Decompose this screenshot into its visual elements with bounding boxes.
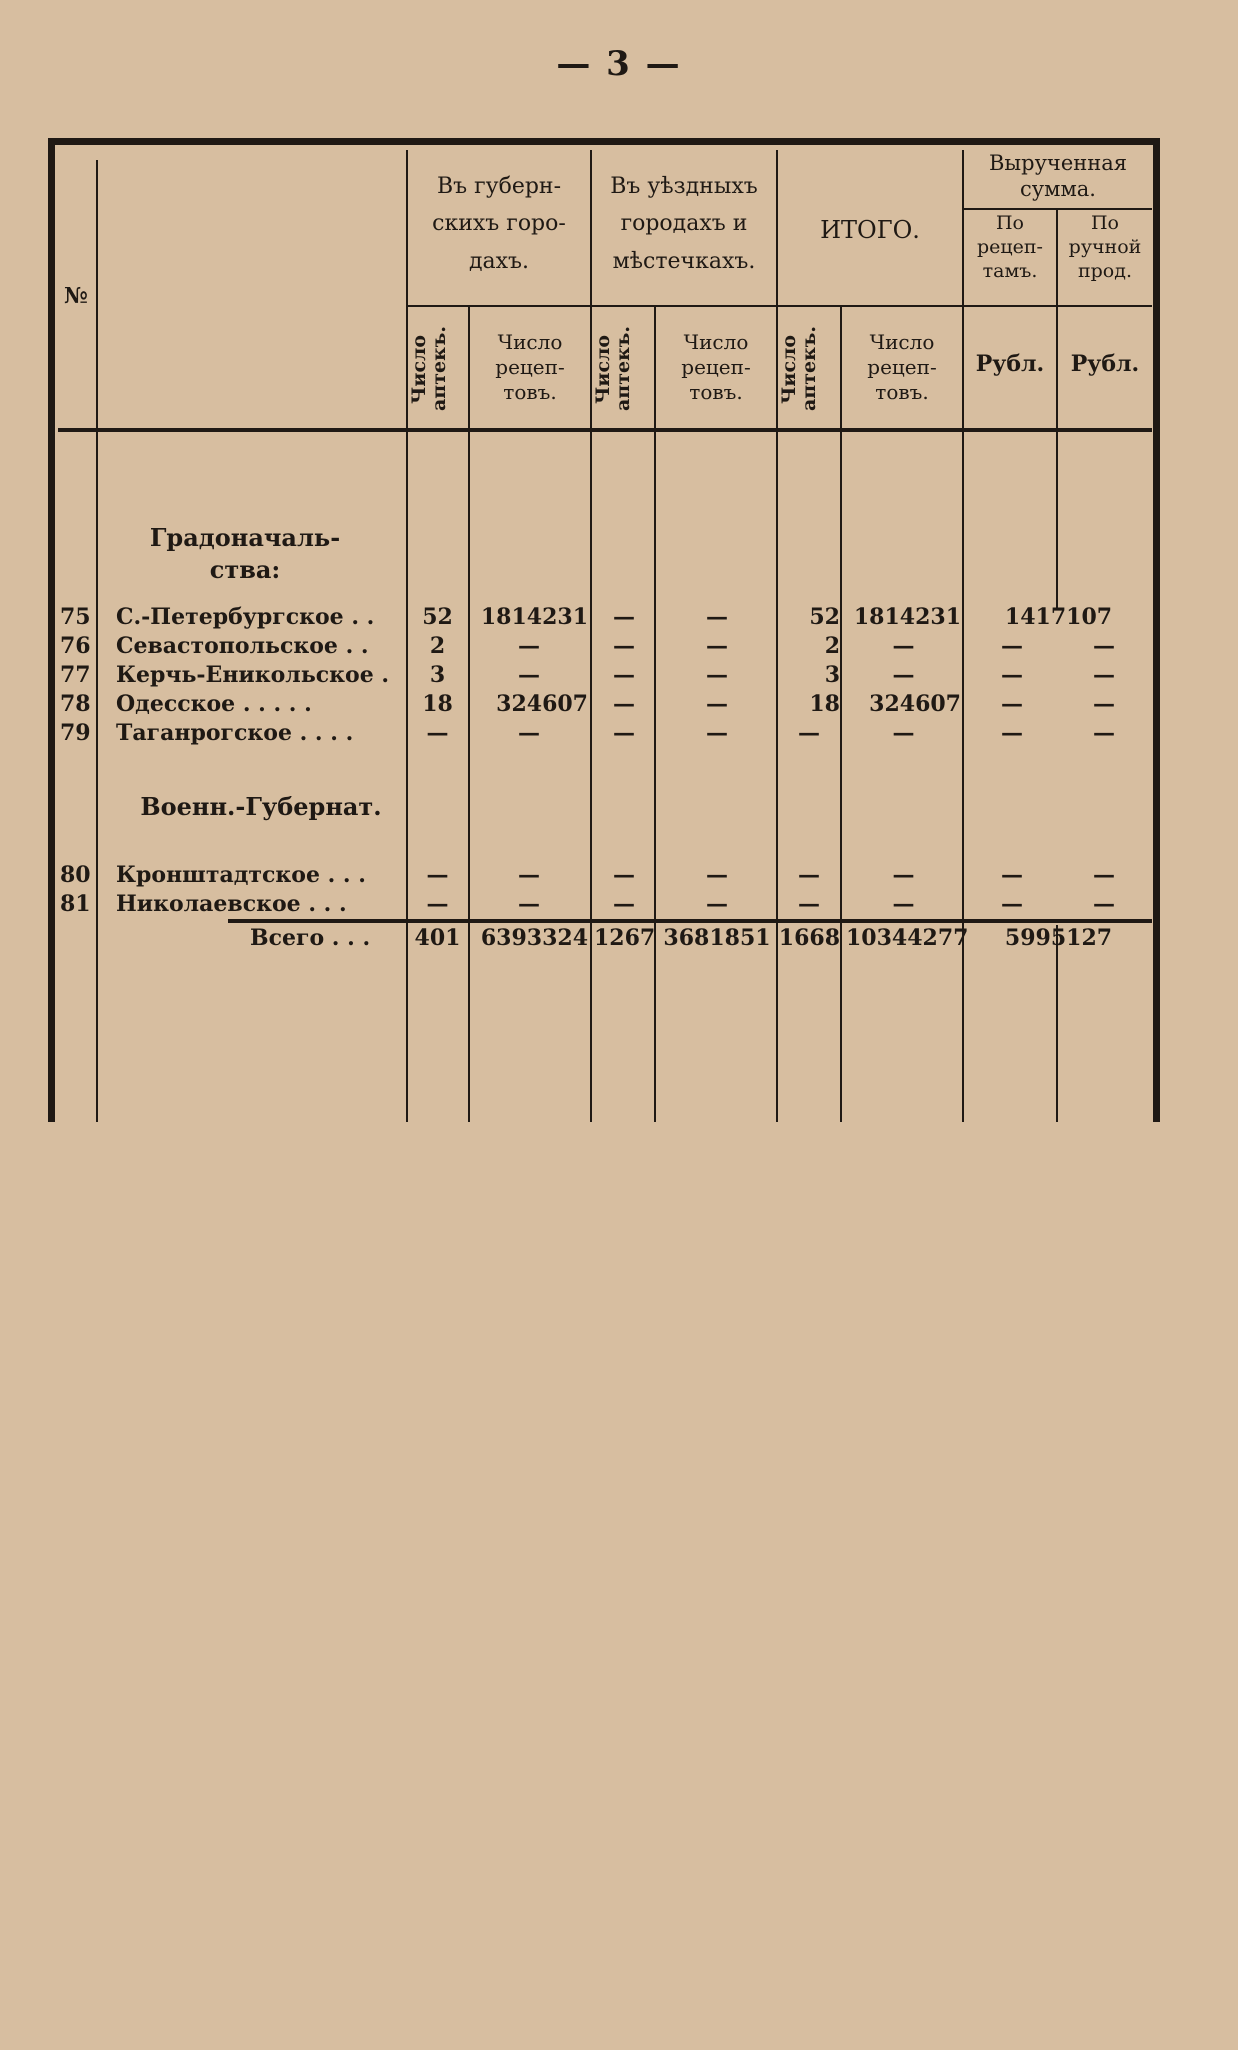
uezd-recipes: — (706, 604, 728, 630)
revenue-hand: — (1093, 662, 1115, 688)
total-total-pharmacies: 1668 (778, 925, 840, 951)
total-pharmacies: 18 (809, 691, 840, 717)
header-by-recipes: По рецеп- тамъ. (977, 212, 1043, 282)
header-num-pharm-3: Число аптекъ. (778, 326, 820, 412)
total-recipes: — (892, 891, 915, 917)
row-name: С.-Петербургское . . (116, 604, 375, 630)
gubern-pharmacies: — (426, 891, 449, 917)
total-label: Всего . . . (250, 925, 371, 951)
uezd-pharmacies: — (613, 662, 635, 688)
row-no: 78 (60, 691, 91, 717)
revenue-recipes: — (1001, 720, 1023, 746)
total-pharmacies: — (798, 720, 820, 746)
revenue-hand: — (1093, 720, 1115, 746)
total-pharmacies: 3 (824, 662, 840, 688)
total-recipes: — (892, 662, 915, 688)
gubern-pharmacies: 18 (422, 691, 453, 717)
row-name: Николаевское . . . (116, 891, 347, 917)
header-revenue: Вырученная сумма. (988, 151, 1128, 202)
revenue-hand: — (1093, 691, 1115, 717)
uezd-pharmacies: — (613, 891, 635, 917)
header-num-pharm: Число аптекъ. (408, 326, 450, 412)
total-pharmacies: — (798, 862, 820, 888)
uezd-pharmacies: — (613, 720, 635, 746)
gubern-pharmacies: 2 (429, 633, 446, 659)
gubern-pharmacies: — (426, 720, 449, 746)
grid-line (406, 305, 1152, 307)
table-row (0, 633, 1238, 662)
total-recipes: — (892, 720, 915, 746)
row-name: Одесское . . . . . (116, 691, 312, 717)
uezd-recipes: — (706, 633, 728, 659)
total-pharmacies: 2 (824, 633, 840, 659)
uezd-pharmacies: — (613, 604, 635, 630)
table-row (0, 862, 1238, 891)
section-gradon: Градоначаль- ства: (149, 523, 341, 585)
row-no: 76 (60, 633, 91, 659)
gubern-pharmacies: 52 (422, 604, 453, 630)
row-no: 75 (60, 604, 91, 630)
table-row (0, 720, 1238, 749)
row-no: 79 (60, 720, 91, 746)
total-revenue: 5995127 (1004, 925, 1113, 951)
revenue-hand: — (1093, 633, 1115, 659)
revenue-recipes: — (1001, 662, 1023, 688)
grid-line (1056, 925, 1058, 1122)
page-number: — 3 — (556, 44, 682, 84)
header-rub-2: Рубл. (1070, 351, 1140, 377)
uezd-recipes: — (706, 662, 728, 688)
revenue-recipes: — (1001, 691, 1023, 717)
table-row (0, 604, 1238, 633)
gubern-recipes: 324607 (496, 691, 588, 717)
gubern-pharmacies: 3 (429, 662, 446, 688)
total-recipes: — (892, 633, 915, 659)
row-name: Керчь-Еникольское . (116, 662, 390, 688)
uezd-pharmacies: — (613, 633, 635, 659)
row-no: 80 (60, 862, 91, 888)
header-num-recipes-2: Число рецеп- товъ. (681, 330, 751, 404)
header-itogo: ИТОГО. (820, 216, 920, 244)
uezd-recipes: — (706, 891, 728, 917)
row-name: Таганрогское . . . . (116, 720, 354, 746)
uezd-recipes: — (706, 720, 728, 746)
table-row (0, 891, 1238, 920)
total-pharmacies: — (798, 891, 820, 917)
uezd-recipes: — (706, 862, 728, 888)
revenue-merged: 1417107 (1004, 604, 1113, 630)
gubern-recipes: — (518, 720, 540, 746)
header-num-recipes: Число рецеп- товъ. (495, 330, 565, 404)
header-no: № (64, 283, 88, 309)
section-voenn: Военн.-Губернат. (140, 792, 382, 821)
total-recipes: 1814231 (853, 604, 961, 630)
gubern-recipes: — (518, 633, 540, 659)
row-no: 77 (60, 662, 91, 688)
total-uezd-recipes: 3681851 (663, 925, 771, 951)
grid-line (962, 208, 1152, 210)
total-pharmacies: 52 (809, 604, 840, 630)
total-row (0, 925, 1238, 954)
gubern-recipes: — (518, 862, 540, 888)
revenue-recipes: — (1001, 862, 1023, 888)
table-row (0, 691, 1238, 720)
uezd-pharmacies: — (613, 862, 635, 888)
revenue-hand: — (1093, 891, 1115, 917)
revenue-hand: — (1093, 862, 1115, 888)
header-rub: Рубл. (975, 351, 1045, 377)
gubern-recipes: — (518, 662, 540, 688)
header-num-recipes-3: Число рецеп- товъ. (867, 330, 937, 404)
header-by-hand: По ручной прод. (1068, 212, 1142, 282)
revenue-recipes: — (1001, 891, 1023, 917)
header-num-pharm-2: Число аптекъ. (592, 326, 634, 412)
table-row (0, 662, 1238, 691)
total-total-recipes: 10344277 (846, 925, 969, 951)
uezd-pharmacies: — (613, 691, 635, 717)
uezd-recipes: — (706, 691, 728, 717)
total-recipes: 324607 (869, 691, 961, 717)
header-bottom-line (58, 428, 1152, 432)
row-name: Севастопольское . . (116, 633, 369, 659)
row-name: Кронштадтское . . . (116, 862, 366, 888)
total-gubern-pharmacies: 401 (414, 925, 461, 951)
total-gubern-recipes: 6393324 (480, 925, 588, 951)
header-gubern: Въ губерн- скихъ горо- дахъ. (432, 174, 566, 274)
gubern-pharmacies: — (426, 862, 449, 888)
total-recipes: — (892, 862, 915, 888)
gubern-recipes: 1814231 (480, 604, 588, 630)
total-uezd-pharmacies: 1267 (594, 925, 656, 951)
revenue-recipes: — (1001, 633, 1023, 659)
header-uezd: Въ уѣздныхъ городахъ и мѣстечкахъ. (610, 174, 758, 274)
gubern-recipes: — (518, 891, 540, 917)
row-no: 81 (60, 891, 91, 917)
